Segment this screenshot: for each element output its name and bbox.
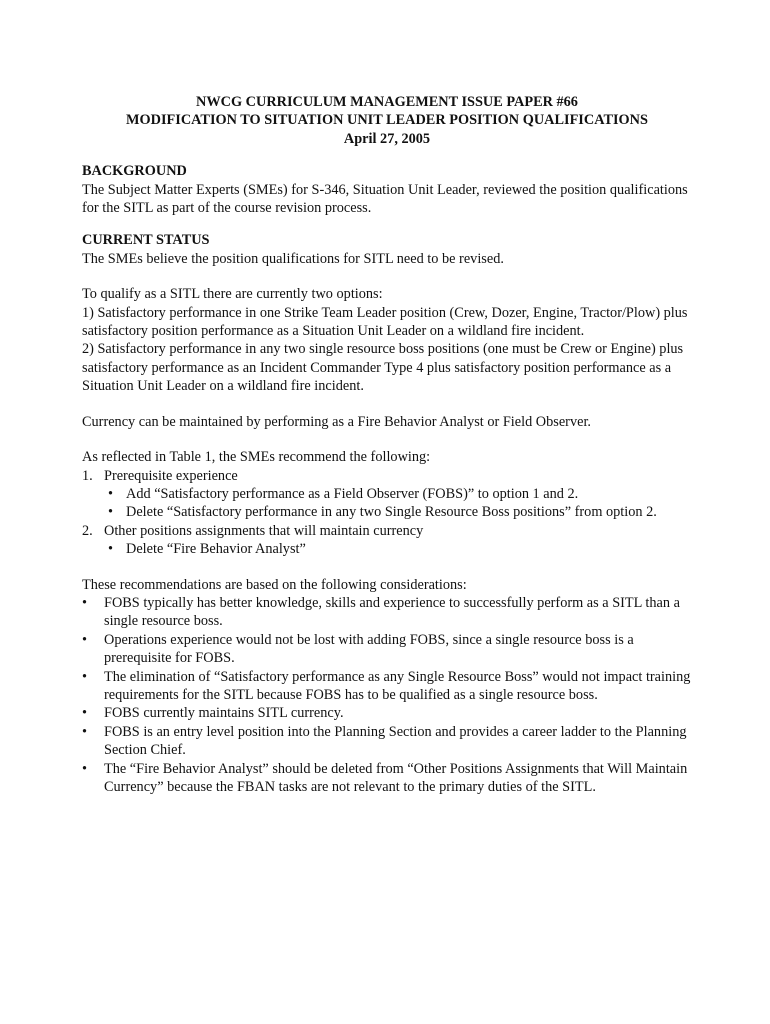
recommendation-number: 1. [82,467,93,484]
sub-item-text: Add “Satisfactory performance as a Field Observer (FOBS)” to option 1 and 2. [126,485,579,502]
option-2: 2) Satisfactory performance in any two single resource boss positions (one must be Crew or Engine) plus satisfactory performance as an Incident Commander Type 4 plus satisfactory position performance as a Situation Unit Leader on a wildland fire incident. [82,341,684,395]
recommendations-list [82,467,692,559]
current-status-heading: CURRENT STATUS [82,232,210,249]
recommendation-label: Other positions assignments that will maintain currency [104,522,424,539]
bullet-icon: • [82,631,88,648]
consideration-text: FOBS currently maintains SITL currency. [104,705,344,722]
background-heading: BACKGROUND [82,163,187,180]
considerations-intro: These recommendations are based on the following considerations: [82,576,467,593]
bullet-icon: • [108,485,114,502]
sub-item-text: Delete “Satisfactory performance in any two Single Resource Boss positions” from option 2. [126,504,657,521]
bullet-icon: • [108,541,114,558]
recommendation-label: Prerequisite experience [104,467,238,484]
considerations-list [82,594,692,796]
option-1: 1) Satisfactory performance in one Strike Team Leader position (Crew, Dozer, Engine, Tractor/Plow) plus satisfactory position performance as a Situation Unit Leader on a wildland fire incident. [82,304,688,340]
currency-text: Currency can be maintained by performing as a Fire Behavior Analyst or Field Observer. [82,413,591,430]
consideration-item [82,594,692,631]
bullet-icon: • [82,594,88,611]
consideration-text: FOBS is an entry level position into the Planning Section and provides a career ladder to the Planning Section Chief. [104,723,687,759]
consideration-text: The elimination of “Satisfactory performance as any Single Resource Boss” would not impact training requirements for the SITL because FOBS has to be qualified as a single resource boss. [104,668,691,703]
consideration-item [82,723,692,760]
recommendation-number: 2. [82,522,93,539]
sub-item-text: Delete “Fire Behavior Analyst” [126,541,306,558]
consideration-item [82,631,692,668]
sub-list-item [104,503,692,521]
consideration-text: The “Fire Behavior Analyst” should be deleted from “Other Positions Assignments that Will Maintain Currency” because the FBAN tasks are not relevant to the primary duties of the SITL. [104,760,688,795]
background-text: The Subject Matter Experts (SMEs) for S-346, Situation Unit Leader, reviewed the position qualifications for the SITL as part of the course revision process. [82,181,688,217]
consideration-item [82,704,692,722]
recommendation-sublist [104,485,692,522]
recommendation-item [82,522,692,559]
bullet-icon: • [82,668,88,685]
consideration-text: FOBS typically has better knowledge, skills and experience to successfully perform as a SITL than a single resource boss. [104,594,680,630]
header-date: April 27, 2005 [343,130,431,147]
header-title: NWCG CURRICULUM MANAGEMENT ISSUE PAPER #66 [196,94,578,110]
recommendation-sublist [104,540,692,558]
consideration-item [82,668,692,705]
document-header [76,93,698,148]
header-subtitle: MODIFICATION TO SITUATION UNIT LEADER POSITION QUALIFICATIONS [126,112,648,129]
bullet-icon: • [82,723,88,740]
sub-list-item [104,485,692,503]
recommendation-item [82,467,692,522]
sub-list-item [104,540,692,558]
bullet-icon: • [82,705,88,722]
current-status-text: The SMEs believe the position qualifications for SITL need to be revised. [82,250,504,267]
consideration-text: Operations experience would not be lost with adding FOBS, since a single resource boss is a prerequisite for FOBS. [104,631,634,667]
bullet-icon: • [108,504,114,521]
bullet-icon: • [82,760,88,777]
consideration-item [82,760,692,797]
options-intro: To qualify as a SITL there are currently two options: [82,286,383,303]
document-page [82,93,692,796]
recommendations-intro: As reflected in Table 1, the SMEs recommend the following: [82,449,431,466]
